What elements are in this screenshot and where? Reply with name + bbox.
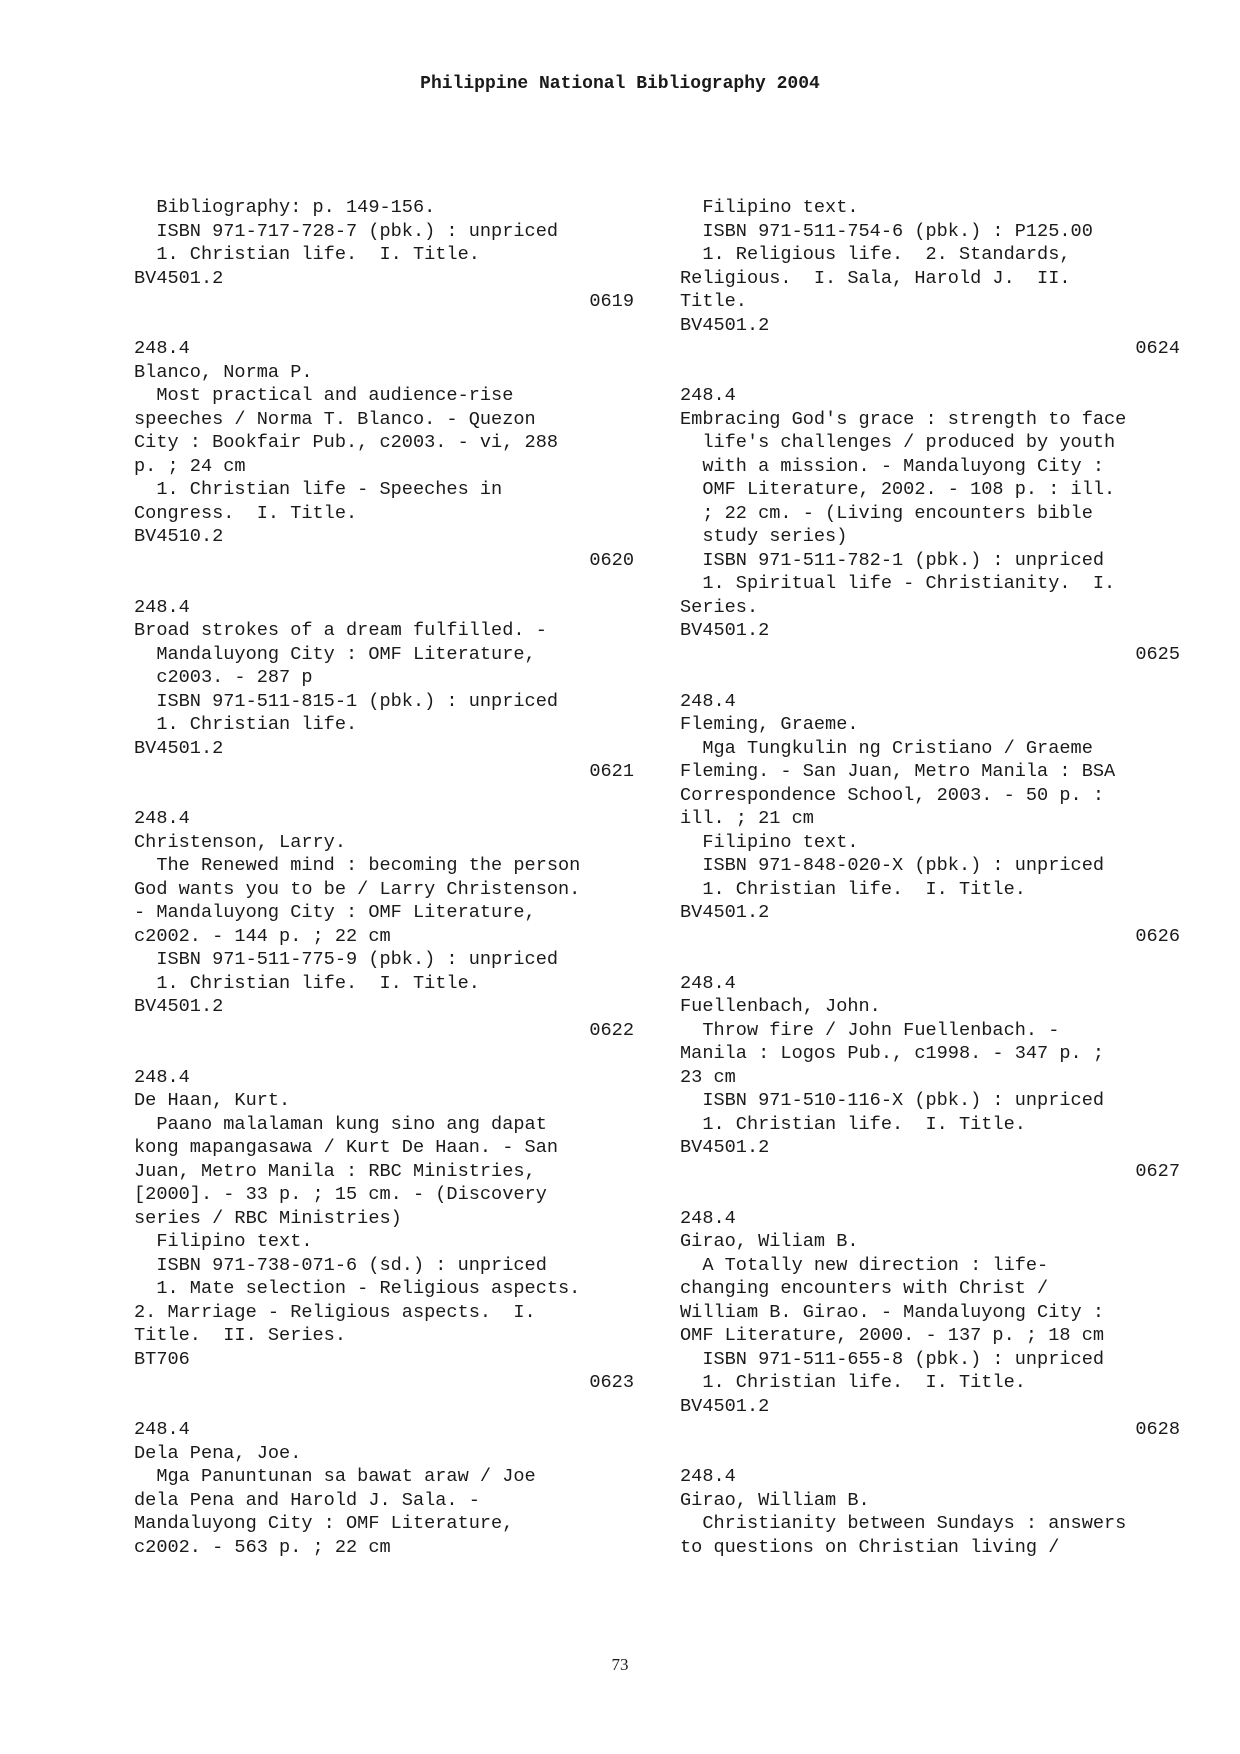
text-line: 1. Christian life - Speeches in	[134, 479, 503, 500]
text-line: series / RBC Ministries)	[134, 1207, 402, 1229]
entry-number: 0628	[1135, 1419, 1180, 1440]
text-line: 1. Christian life. I. Title.	[680, 878, 1026, 900]
text-line: 248.4	[134, 1066, 190, 1088]
text-line: The Renewed mind : becoming the person	[134, 855, 581, 876]
text-line: ISBN 971-511-754-6 (pbk.) : P125.00	[680, 220, 1093, 242]
text-line: BV4501.2	[680, 314, 770, 336]
text-line: BV4501.2	[680, 1137, 770, 1158]
text-line: OMF Literature, 2002. - 108 p. : ill.	[680, 479, 1116, 500]
text-line: William B. Girao. - Mandaluyong City :	[680, 1301, 1105, 1323]
text-line: ISBN 971-511-655-8 (pbk.) : unpriced	[680, 1348, 1105, 1370]
text-line: Fleming, Graeme.	[680, 714, 859, 735]
text-line: Girao, William B.	[680, 1489, 870, 1511]
text-line: De Haan, Kurt.	[134, 1090, 291, 1111]
text-line	[134, 1395, 634, 1419]
text-line: 1. Spiritual life - Christianity. I.	[680, 573, 1116, 594]
text-line: BV4501.2	[680, 620, 770, 641]
entry-number: 0626	[1135, 925, 1180, 947]
text-line: Series.	[680, 596, 759, 618]
text-line: to questions on Christian living /	[680, 1536, 1060, 1558]
text-line: speeches / Norma T. Blanco. - Quezon	[134, 408, 536, 430]
text-line: life's challenges / produced by youth	[680, 432, 1116, 453]
text-line: OMF Literature, 2000. - 137 p. ; 18 cm	[680, 1325, 1105, 1346]
text-line: 248.4	[680, 1466, 736, 1487]
text-line: 1. Christian life. I. Title.	[134, 244, 480, 265]
text-line: c2002. - 144 p. ; 22 cm	[134, 925, 391, 947]
entry-number: 0619	[589, 291, 634, 312]
text-line: Christianity between Sundays : answers	[680, 1513, 1127, 1534]
text-line: Juan, Metro Manila : RBC Ministries,	[134, 1160, 536, 1182]
text-line: Filipino text.	[134, 1231, 313, 1252]
text-line: God wants you to be / Larry Christenson.	[134, 878, 581, 900]
text-line: 1. Mate selection - Religious aspects.	[134, 1278, 581, 1299]
text-line: [2000]. - 33 p. ; 15 cm. - (Discovery	[134, 1184, 547, 1205]
text-line: ISBN 971-510-116-X (pbk.) : unpriced	[680, 1090, 1105, 1111]
text-line: Paano malalaman kung sino ang dapat	[134, 1113, 547, 1135]
text-line: ISBN 971-511-782-1 (pbk.) : unpriced	[680, 549, 1105, 571]
text-line: Dela Pena, Joe.	[134, 1442, 302, 1464]
text-line: 248.4	[134, 596, 190, 618]
text-line: kong mapangasawa / Kurt De Haan. - San	[134, 1137, 559, 1158]
text-line: p. ; 24 cm	[134, 455, 246, 477]
text-line	[680, 1183, 1180, 1207]
text-line: ill. ; 21 cm	[680, 808, 814, 829]
text-line: Correspondence School, 2003. - 50 p. :	[680, 784, 1105, 806]
text-line: 1. Christian life.	[134, 714, 358, 735]
text-line: with a mission. - Mandaluyong City :	[680, 455, 1105, 477]
text-line: ISBN 971-511-775-9 (pbk.) : unpriced	[134, 949, 559, 970]
left-column	[134, 196, 634, 1559]
text-line: Bibliography: p. 149-156.	[134, 197, 436, 218]
right-column	[680, 196, 1180, 1559]
entry-number: 0622	[589, 1019, 634, 1041]
text-line: 248.4	[680, 972, 736, 994]
text-line: Girao, Wiliam B.	[680, 1231, 859, 1252]
text-line	[680, 361, 1180, 385]
text-line: 248.4	[680, 385, 736, 406]
page-title: Philippine National Bibliography 2004	[420, 74, 820, 94]
text-line: Fleming. - San Juan, Metro Manila : BSA	[680, 761, 1116, 782]
text-line: Most practical and audience-rise	[134, 385, 514, 406]
text-line: 2. Marriage - Religious aspects. I.	[134, 1301, 536, 1323]
text-line: Title.	[680, 291, 747, 312]
text-line: BV4501.2	[134, 267, 224, 289]
text-line: BV4501.2	[680, 902, 770, 923]
text-line: c2002. - 563 p. ; 22 cm	[134, 1536, 391, 1558]
text-line: Fuellenbach, John.	[680, 996, 881, 1017]
text-line: Congress. I. Title.	[134, 502, 358, 524]
text-line	[134, 572, 634, 596]
entry-number: 0625	[1135, 643, 1180, 665]
text-line: 248.4	[134, 808, 190, 829]
text-line: Mandaluyong City : OMF Literature,	[134, 643, 536, 665]
text-line: 23 cm	[680, 1066, 736, 1088]
text-line: 1. Religious life. 2. Standards,	[680, 244, 1071, 265]
text-line: 248.4	[134, 1419, 190, 1440]
text-line: BV4510.2	[134, 526, 224, 547]
text-line: ISBN 971-848-020-X (pbk.) : unpriced	[680, 855, 1105, 876]
text-line: 1. Christian life. I. Title.	[134, 972, 480, 994]
text-line	[680, 666, 1180, 690]
text-line	[134, 314, 634, 338]
text-line: ISBN 971-717-728-7 (pbk.) : unpriced	[134, 220, 559, 242]
text-line: Embracing God's grace : strength to face	[680, 408, 1127, 430]
text-line: Title. II. Series.	[134, 1325, 347, 1346]
text-line: Blanco, Norma P.	[134, 361, 313, 383]
text-line: BV4501.2	[134, 737, 224, 759]
text-line: BT706	[134, 1348, 190, 1370]
text-line: dela Pena and Harold J. Sala. -	[134, 1489, 480, 1511]
text-line: ISBN 971-511-815-1 (pbk.) : unpriced	[134, 690, 559, 712]
entry-number: 0623	[589, 1372, 634, 1393]
text-line	[680, 1442, 1180, 1466]
text-line: BV4501.2	[134, 996, 224, 1017]
text-line: 248.4	[680, 690, 736, 712]
text-line	[134, 1042, 634, 1066]
entry-number: 0620	[589, 549, 634, 571]
text-line: changing encounters with Christ /	[680, 1278, 1049, 1299]
text-line: Christenson, Larry.	[134, 831, 347, 853]
text-line: Mandaluyong City : OMF Literature,	[134, 1513, 514, 1534]
text-line	[134, 784, 634, 808]
text-line: 1. Christian life. I. Title.	[680, 1113, 1026, 1135]
text-line: Filipino text.	[680, 831, 859, 853]
text-line: Broad strokes of a dream fulfilled. -	[134, 620, 547, 641]
text-line	[680, 948, 1180, 972]
entry-number: 0621	[589, 761, 634, 782]
text-line: Mga Panuntunan sa bawat araw / Joe	[134, 1466, 536, 1487]
text-line: c2003. - 287 p	[134, 667, 313, 688]
text-line: ISBN 971-738-071-6 (sd.) : unpriced	[134, 1254, 547, 1276]
text-line: Filipino text.	[680, 197, 859, 218]
text-line: 248.4	[134, 338, 190, 359]
entry-number: 0624	[1135, 338, 1180, 359]
entry-number: 0627	[1135, 1160, 1180, 1182]
text-line: Manila : Logos Pub., c1998. - 347 p. ;	[680, 1043, 1105, 1064]
text-line: ; 22 cm. - (Living encounters bible	[680, 502, 1093, 524]
text-line: A Totally new direction : life-	[680, 1254, 1049, 1276]
text-line: study series)	[680, 526, 848, 547]
text-line: Mga Tungkulin ng Cristiano / Graeme	[680, 737, 1093, 759]
text-line: Throw fire / John Fuellenbach. -	[680, 1019, 1060, 1041]
text-line: City : Bookfair Pub., c2003. - vi, 288	[134, 432, 559, 453]
text-line: 248.4	[680, 1207, 736, 1229]
text-line: Religious. I. Sala, Harold J. II.	[680, 267, 1071, 289]
page-number: 73	[611, 1655, 629, 1674]
text-line: 1. Christian life. I. Title.	[680, 1372, 1026, 1393]
text-line: - Mandaluyong City : OMF Literature,	[134, 902, 536, 923]
text-line: BV4501.2	[680, 1395, 770, 1417]
